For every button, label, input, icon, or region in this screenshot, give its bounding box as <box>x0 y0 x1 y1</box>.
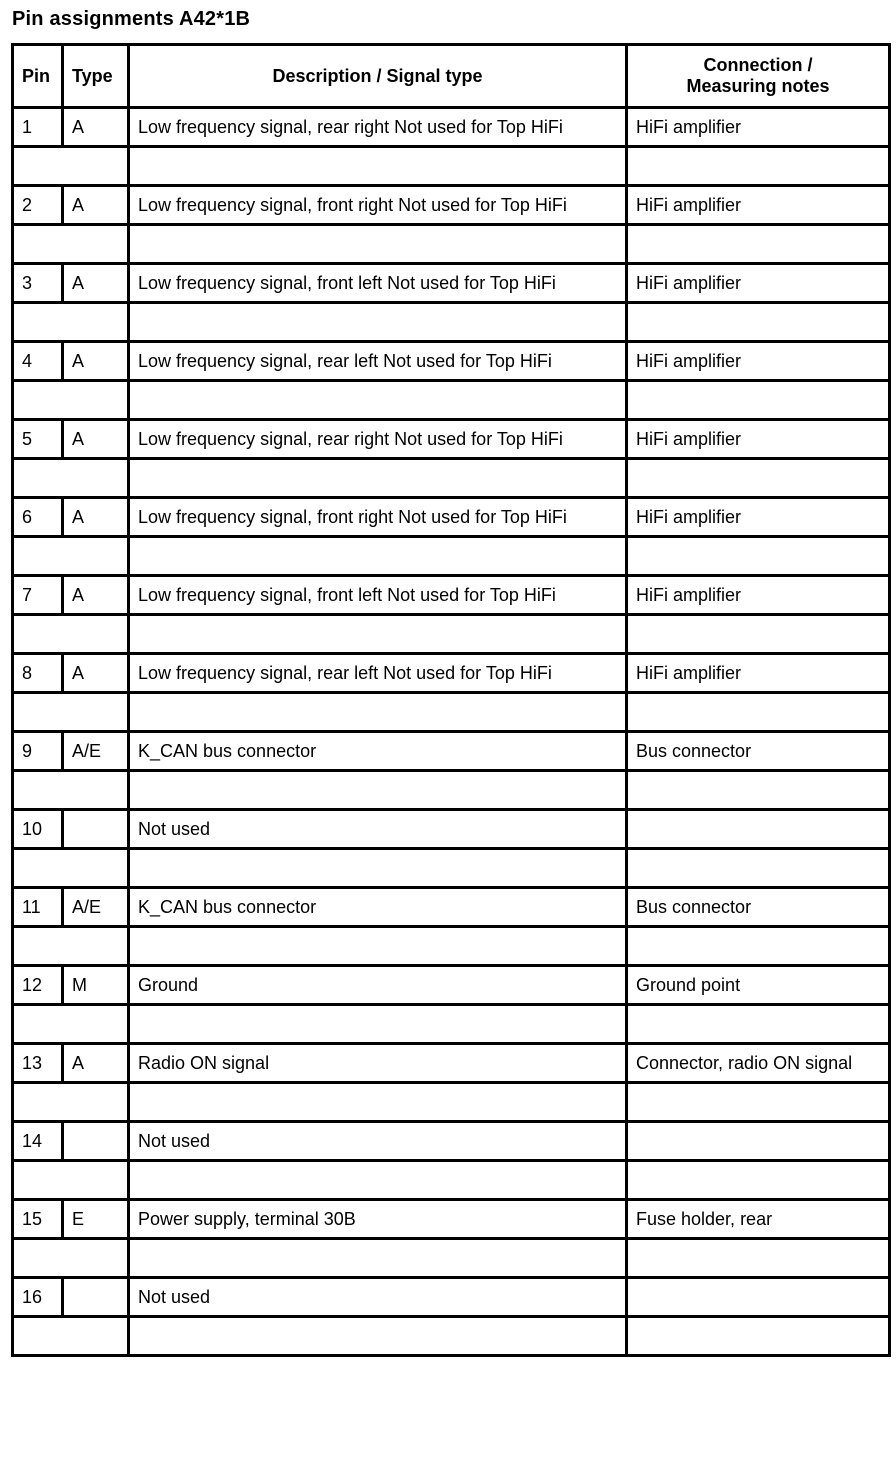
blank-cell <box>627 459 890 498</box>
connection-cell <box>627 1278 890 1317</box>
pin-cell: 6 <box>13 498 63 537</box>
type-cell: A <box>63 186 129 225</box>
blank-cell <box>129 1239 627 1278</box>
blank-cell <box>627 1083 890 1122</box>
blank-cell <box>129 225 627 264</box>
pin-cell: 7 <box>13 576 63 615</box>
table-row <box>13 732 890 771</box>
blank-cell <box>13 381 129 420</box>
blank-cell <box>13 771 129 810</box>
connection-cell: HiFi amplifier <box>627 186 890 225</box>
header-connection <box>627 45 890 108</box>
table-row <box>13 186 890 225</box>
description-cell: K_CAN bus connector <box>129 888 627 927</box>
type-cell <box>63 1122 129 1161</box>
connection-cell: HiFi amplifier <box>627 420 890 459</box>
pin-cell: 13 <box>13 1044 63 1083</box>
table-row-blank <box>13 693 890 732</box>
blank-cell <box>627 1005 890 1044</box>
blank-cell <box>13 225 129 264</box>
table-row-blank <box>13 147 890 186</box>
connection-cell: HiFi amplifier <box>627 108 890 147</box>
connection-cell: HiFi amplifier <box>627 264 890 303</box>
type-cell <box>63 1278 129 1317</box>
table-row-blank <box>13 537 890 576</box>
table-row-blank <box>13 225 890 264</box>
blank-cell <box>627 849 890 888</box>
page-title: Pin assignments A42*1B <box>12 8 251 30</box>
connection-cell: Bus connector <box>627 888 890 927</box>
table-row-blank <box>13 1083 890 1122</box>
blank-cell <box>627 693 890 732</box>
pin-cell: 1 <box>13 108 63 147</box>
blank-cell <box>13 615 129 654</box>
description-cell: K_CAN bus connector <box>129 732 627 771</box>
table-row <box>13 1278 890 1317</box>
blank-cell <box>129 381 627 420</box>
description-cell: Low frequency signal, rear left Not used for Top HiFi <box>129 342 627 381</box>
table-row <box>13 888 890 927</box>
pin-cell: 4 <box>13 342 63 381</box>
type-cell: A <box>63 342 129 381</box>
description-cell: Not used <box>129 810 627 849</box>
type-cell: A <box>63 654 129 693</box>
description-cell: Low frequency signal, rear left Not used for Top HiFi <box>129 654 627 693</box>
type-cell: A/E <box>63 888 129 927</box>
blank-cell <box>13 1239 129 1278</box>
pin-cell: 9 <box>13 732 63 771</box>
blank-cell <box>129 1005 627 1044</box>
connection-cell: HiFi amplifier <box>627 654 890 693</box>
description-cell: Power supply, terminal 30B <box>129 1200 627 1239</box>
table-row <box>13 576 890 615</box>
blank-cell <box>13 849 129 888</box>
connection-cell: Fuse holder, rear <box>627 1200 890 1239</box>
blank-cell <box>627 225 890 264</box>
table-row-blank <box>13 1239 890 1278</box>
description-cell: Not used <box>129 1278 627 1317</box>
type-cell <box>63 810 129 849</box>
header-type: Type <box>63 45 129 108</box>
pin-assignment-table <box>11 43 891 1357</box>
pin-cell: 11 <box>13 888 63 927</box>
connection-cell: Connector, radio ON signal <box>627 1044 890 1083</box>
table-row <box>13 264 890 303</box>
type-cell: A <box>63 1044 129 1083</box>
table-row <box>13 1122 890 1161</box>
pin-cell: 16 <box>13 1278 63 1317</box>
blank-cell <box>129 1161 627 1200</box>
table-row-blank <box>13 615 890 654</box>
blank-cell <box>129 693 627 732</box>
blank-cell <box>13 537 129 576</box>
pin-cell: 14 <box>13 1122 63 1161</box>
blank-cell <box>13 459 129 498</box>
blank-cell <box>129 459 627 498</box>
blank-cell <box>627 147 890 186</box>
description-cell: Low frequency signal, front left Not used for Top HiFi <box>129 576 627 615</box>
type-cell: A <box>63 420 129 459</box>
blank-cell <box>627 303 890 342</box>
table-row <box>13 342 890 381</box>
pin-cell: 12 <box>13 966 63 1005</box>
type-cell: M <box>63 966 129 1005</box>
blank-cell <box>13 303 129 342</box>
description-cell: Radio ON signal <box>129 1044 627 1083</box>
table-row <box>13 1200 890 1239</box>
blank-cell <box>13 1083 129 1122</box>
blank-cell <box>129 303 627 342</box>
blank-cell <box>129 1083 627 1122</box>
blank-cell <box>627 771 890 810</box>
blank-cell <box>129 1317 627 1356</box>
blank-cell <box>13 1161 129 1200</box>
table-row <box>13 810 890 849</box>
pin-cell: 8 <box>13 654 63 693</box>
table-row-blank <box>13 1005 890 1044</box>
type-cell: E <box>63 1200 129 1239</box>
description-cell: Low frequency signal, rear right Not used for Top HiFi <box>129 108 627 147</box>
table-row <box>13 108 890 147</box>
blank-cell <box>627 1317 890 1356</box>
table-row <box>13 654 890 693</box>
blank-cell <box>129 927 627 966</box>
type-cell: A <box>63 498 129 537</box>
blank-cell <box>627 615 890 654</box>
blank-cell <box>13 693 129 732</box>
connection-cell <box>627 810 890 849</box>
table-body <box>13 108 890 1356</box>
table-row-blank <box>13 849 890 888</box>
table-row-blank <box>13 381 890 420</box>
table-row-blank <box>13 927 890 966</box>
description-cell: Low frequency signal, rear right Not used for Top HiFi <box>129 420 627 459</box>
blank-cell <box>627 1161 890 1200</box>
table-row <box>13 966 890 1005</box>
header-row <box>13 45 890 108</box>
connection-cell: HiFi amplifier <box>627 498 890 537</box>
table-row-blank <box>13 459 890 498</box>
blank-cell <box>627 537 890 576</box>
description-cell: Low frequency signal, front left Not used for Top HiFi <box>129 264 627 303</box>
connection-cell: Ground point <box>627 966 890 1005</box>
blank-cell <box>129 537 627 576</box>
pin-cell: 3 <box>13 264 63 303</box>
type-cell: A <box>63 264 129 303</box>
blank-cell <box>129 147 627 186</box>
description-cell: Ground <box>129 966 627 1005</box>
table-row <box>13 498 890 537</box>
blank-cell <box>129 849 627 888</box>
blank-cell <box>129 615 627 654</box>
table-row-blank <box>13 303 890 342</box>
description-cell: Low frequency signal, front right Not used for Top HiFi <box>129 498 627 537</box>
header-connection-line1: Connection / <box>703 55 813 75</box>
type-cell: A <box>63 576 129 615</box>
connection-cell: Bus connector <box>627 732 890 771</box>
blank-cell <box>627 1239 890 1278</box>
pin-cell: 2 <box>13 186 63 225</box>
header-connection-line2: Measuring notes <box>686 76 830 96</box>
blank-cell <box>129 771 627 810</box>
pin-cell: 5 <box>13 420 63 459</box>
pin-cell: 10 <box>13 810 63 849</box>
connection-cell: HiFi amplifier <box>627 576 890 615</box>
type-cell: A <box>63 108 129 147</box>
blank-cell <box>627 381 890 420</box>
table-row-blank <box>13 771 890 810</box>
blank-cell <box>13 147 129 186</box>
connection-cell: HiFi amplifier <box>627 342 890 381</box>
table-row-blank <box>13 1317 890 1356</box>
table-row-blank <box>13 1161 890 1200</box>
connection-cell <box>627 1122 890 1161</box>
blank-cell <box>13 1005 129 1044</box>
blank-cell <box>13 1317 129 1356</box>
blank-cell <box>627 927 890 966</box>
description-cell: Low frequency signal, front right Not used for Top HiFi <box>129 186 627 225</box>
pin-cell: 15 <box>13 1200 63 1239</box>
type-cell: A/E <box>63 732 129 771</box>
table-row <box>13 1044 890 1083</box>
description-cell: Not used <box>129 1122 627 1161</box>
blank-cell <box>13 927 129 966</box>
header-description: Description / Signal type <box>129 45 627 108</box>
header-pin: Pin <box>13 45 63 108</box>
table-row <box>13 420 890 459</box>
